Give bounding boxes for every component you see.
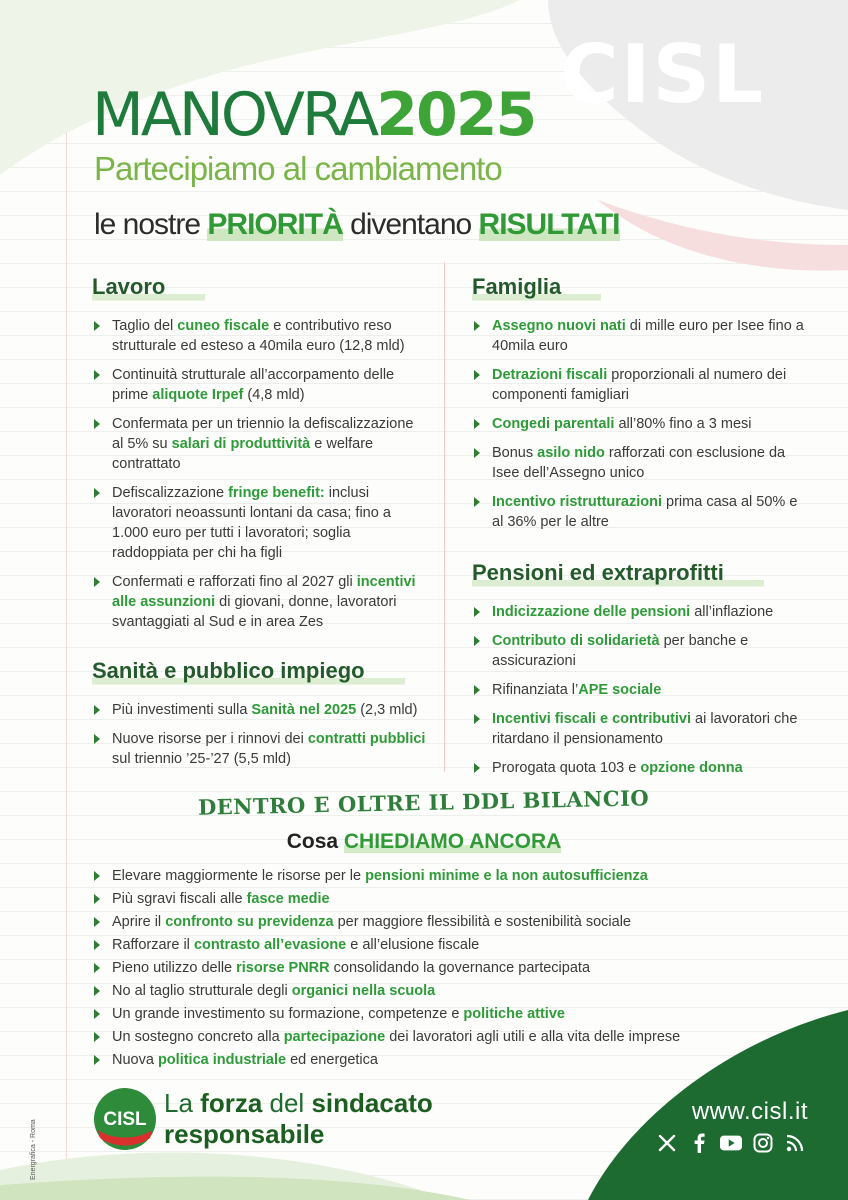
subtitle: Partecipiamo al cambiamento (94, 150, 502, 187)
list-item (92, 866, 772, 889)
main-title (92, 80, 535, 150)
highlight-text: risorse PNRR (236, 960, 330, 976)
highlight-text: salari di produttività (171, 436, 311, 452)
list-item (472, 758, 812, 778)
body-text: Un grande investimento su formazione, competenze e (112, 1006, 464, 1022)
body-text: all’80% fino a 3 mesi (614, 416, 752, 432)
list-pensioni (472, 602, 812, 778)
highlight-text: confronto su previdenza (165, 914, 334, 930)
highlight-text: politiche attive (463, 1006, 565, 1022)
highlight-text: organici nella scuola (291, 983, 436, 999)
slogan-part-2: del (262, 1088, 312, 1118)
body-text: per maggiore flessibilità e sostenibilità sociale (333, 914, 631, 930)
section-title-famiglia: Famiglia (472, 274, 601, 302)
list-item (472, 680, 812, 700)
body-text: Nuove risorse per i rinnovi dei (112, 731, 308, 747)
instagram-icon[interactable] (752, 1132, 774, 1154)
list-item (92, 572, 422, 632)
list-item (92, 889, 772, 912)
slogan (164, 1088, 433, 1150)
body-text: ed energetica (286, 1052, 378, 1068)
youtube-icon[interactable] (720, 1132, 742, 1154)
body-text: ai lavoratori che ritardano il pensionamento (492, 711, 798, 747)
list-item (472, 709, 812, 749)
body-text: (4,8 mld) (243, 387, 305, 403)
body-text: Aprire il (112, 914, 166, 930)
list-item (92, 1050, 772, 1073)
body-text: e all’elusione fiscale (346, 937, 480, 953)
body-text: e contributivo reso strutturale ed esteso a 40mila euro (12,8 mld) (112, 318, 405, 354)
highlight-text: fringe benefit: (228, 485, 325, 501)
section-sanita (92, 658, 432, 778)
slogan-forza: forza (200, 1088, 263, 1118)
highlight-text: Incentivo ristrutturazioni (492, 494, 662, 510)
list-item (472, 602, 812, 622)
list-famiglia (472, 316, 812, 532)
list-sanita (92, 700, 432, 769)
body-text: dei lavoratori agli utili e alla vita delle imprese (385, 1029, 681, 1045)
body-text: prima casa al 50% e al 36% per le altre (492, 494, 798, 530)
column-divider (444, 262, 445, 772)
highlight-text: Incentivi fiscali e contributivi (492, 711, 692, 727)
highlight-text: incentivi alle assunzioni (112, 574, 416, 610)
body-text: di mille euro per Isee fino a 40mila euro (492, 318, 804, 354)
body-text: Rifinanziata l’ (492, 682, 579, 698)
list-item (472, 414, 812, 434)
list-item (92, 981, 772, 1004)
ask-title-highlight: CHIEDIAMO ANCORA (343, 830, 562, 853)
body-text: Prorogata quota 103 e (492, 760, 641, 776)
highlight-text: politica industriale (157, 1052, 287, 1068)
slogan-responsabile: responsabile (164, 1119, 325, 1149)
highlight-text: Detrazioni fiscali (492, 367, 608, 383)
section-title-pensioni: Pensioni ed extraprofitti (472, 560, 764, 588)
paper-margin-line (66, 0, 67, 1200)
body-text: Confermata per un triennio la defiscalizzazione al 5% su (112, 416, 414, 452)
body-text: di giovani, donne, lavoratori svantaggiati al Sud e in area Zes (112, 594, 397, 630)
ask-list (92, 866, 772, 1073)
section-famiglia (472, 274, 812, 541)
tagline (94, 208, 620, 242)
ask-title-prefix: Cosa (286, 830, 344, 853)
rss-icon[interactable] (784, 1132, 806, 1154)
body-text: Continuità strutturale all’accorpamento delle prime (112, 367, 395, 403)
highlight-text: asilo nido (537, 445, 605, 461)
list-item (92, 483, 422, 563)
body-text: No al taglio strutturale degli (112, 983, 292, 999)
body-text: e welfare contrattato (112, 436, 374, 472)
list-item (92, 729, 432, 769)
body-text: inclusi lavoratori neoassunti lontani da casa; fino a 1.000 euro per tutti i lavoratori; soglia raddoppiata per chi ha figli (112, 485, 391, 561)
list-item (92, 935, 772, 958)
highlight-text: contrasto all’evasione (193, 937, 347, 953)
list-item (472, 365, 812, 405)
body-text: Pieno utilizzo delle (112, 960, 237, 976)
body-text: proporzionali al numero dei componenti famigliari (492, 367, 787, 403)
body-text: sul triennio ’25-’27 (5,5 mld) (112, 751, 291, 767)
highlight-text: Indicizzazione delle pensioni (492, 604, 691, 620)
title-year: 2025 (376, 80, 536, 150)
body-text: Più investimenti sulla (112, 702, 252, 718)
slogan-sindacato: sindacato (311, 1088, 433, 1118)
x-icon[interactable] (656, 1132, 678, 1154)
body-text: Un sostegno concreto alla (112, 1029, 284, 1045)
highlight-text: Sanità nel 2025 (251, 702, 357, 718)
body-text: consolidando la governance partecipata (329, 960, 591, 976)
body-text: Defiscalizzazione (112, 485, 229, 501)
highlight-text: fasce medie (246, 891, 330, 907)
list-item (92, 316, 422, 356)
cisl-watermark: CISL (560, 28, 766, 121)
body-text: Confermati e rafforzati fino al 2027 gli (112, 574, 357, 590)
facebook-icon[interactable] (688, 1132, 710, 1154)
tagline-part-1: le nostre (94, 208, 208, 241)
section-lavoro (92, 274, 422, 641)
list-item (92, 414, 422, 474)
list-item (472, 316, 812, 356)
highlight-text: opzione donna (640, 760, 743, 776)
list-item (92, 365, 422, 405)
tagline-part-2: diventano (342, 208, 479, 241)
list-item (472, 443, 812, 483)
body-text: Rafforzare il (112, 937, 194, 953)
highlight-text: Congedi parentali (492, 416, 615, 432)
highlight-text: Contributo di solidarietà (492, 633, 660, 649)
list-item (92, 1004, 772, 1027)
social-icons (656, 1132, 806, 1154)
highlight-text: pensioni minime e la non autosufficienza (365, 868, 648, 884)
website-link[interactable]: www.cisl.it (691, 1098, 808, 1125)
body-text: Più sgravi fiscali alle (112, 891, 247, 907)
body-text: (2,3 mld) (356, 702, 418, 718)
list-item (472, 631, 812, 671)
list-item (92, 700, 432, 720)
logo-text: CISL (103, 1109, 147, 1130)
designer-credit: Energrafica - Roma (30, 1119, 37, 1180)
highlight-text: partecipazione (283, 1029, 386, 1045)
banner-text: DENTRO E OLTRE IL DDL BILANCIO (198, 785, 650, 820)
list-item (92, 1027, 772, 1050)
slogan-part-1: La (164, 1088, 201, 1118)
body-text: rafforzati con esclusione da Isee dell’Assegno unico (492, 445, 786, 481)
body-text: all’inflazione (690, 604, 774, 620)
highlight-text: aliquote Irpef (152, 387, 244, 403)
ask-title (0, 830, 848, 854)
section-title-sanita: Sanità e pubblico impiego (92, 658, 405, 686)
highlight-text: contratti pubblici (307, 731, 426, 747)
body-text: Nuova (112, 1052, 158, 1068)
section-pensioni (472, 560, 812, 787)
tagline-risultati: RISULTATI (478, 208, 620, 241)
body-text: Taglio del (112, 318, 178, 334)
list-item (472, 492, 812, 532)
banner (0, 785, 848, 820)
list-item (92, 958, 772, 981)
body-text: per banche e assicurazioni (492, 633, 749, 669)
tagline-priorita: PRIORITÀ (207, 208, 343, 241)
highlight-text: Assegno nuovi nati (492, 318, 626, 334)
title-main: MANOVRA (92, 80, 377, 150)
body-text: Elevare maggiormente le risorse per le (112, 868, 366, 884)
list-lavoro (92, 316, 422, 632)
highlight-text: cuneo fiscale (177, 318, 270, 334)
list-item (92, 912, 772, 935)
cisl-logo (92, 1086, 158, 1152)
body-text: Bonus (492, 445, 538, 461)
section-title-lavoro: Lavoro (92, 274, 205, 302)
highlight-text: APE sociale (578, 682, 662, 698)
